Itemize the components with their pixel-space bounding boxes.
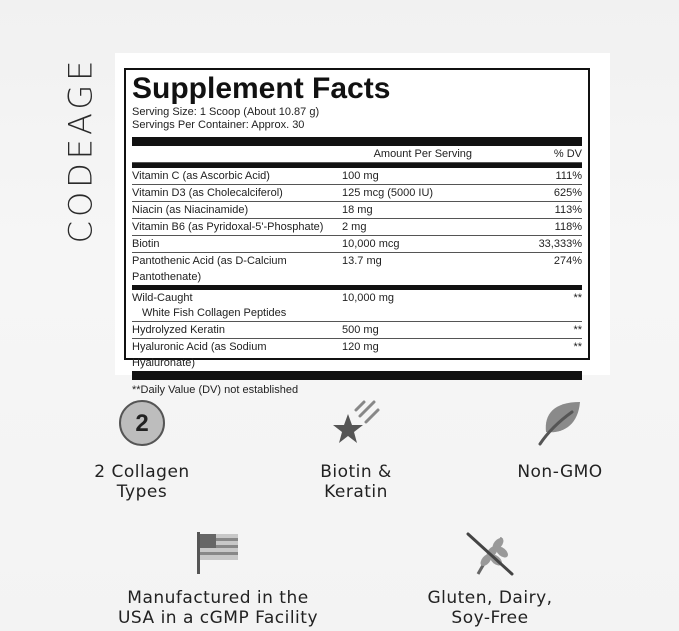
feature-label-line1: Gluten, Dairy, bbox=[427, 588, 553, 608]
feature-biotin-keratin bbox=[286, 398, 426, 502]
feature-label-line1: Biotin & bbox=[320, 462, 392, 482]
nutrient-name: Vitamin B6 (as Pyridoxal-5'-Phosphate) bbox=[132, 221, 324, 233]
thick-divider bbox=[132, 371, 582, 380]
vitamins-list bbox=[132, 168, 582, 285]
brand-logo bbox=[62, 52, 98, 248]
nutrient-name: Hydrolyzed Keratin bbox=[132, 324, 225, 336]
feature-label-line2: USA in a cGMP Facility bbox=[117, 608, 319, 628]
nutrient-dv: 625% bbox=[553, 187, 582, 199]
table-row bbox=[132, 290, 582, 322]
footnote: **Daily Value (DV) not established bbox=[132, 384, 299, 396]
table-row bbox=[132, 236, 582, 253]
shooting-star-icon bbox=[330, 398, 382, 448]
nutrient-dv: ** bbox=[573, 341, 582, 353]
nutrient-name: Biotin bbox=[132, 238, 160, 250]
nutrient-dv: ** bbox=[573, 292, 582, 304]
nutrient-name: Pantothenic Acid (as D-Calcium Pantothenate) bbox=[132, 255, 287, 283]
nutrient-dv: 33,333% bbox=[538, 238, 582, 250]
feature-label-line2: Types bbox=[116, 482, 168, 502]
table-header bbox=[132, 146, 582, 163]
nutrient-name-continued: White Fish Collagen Peptides bbox=[142, 307, 287, 319]
table-row bbox=[132, 219, 582, 236]
supplement-facts-panel bbox=[115, 53, 610, 396]
us-flag-icon bbox=[193, 530, 243, 576]
nutrient-name: Niacin (as Niacinamide) bbox=[132, 204, 249, 216]
feature-allergen-free bbox=[400, 530, 580, 628]
feature-label-line1: Non-GMO bbox=[517, 462, 603, 482]
table-row bbox=[132, 253, 582, 285]
nutrient-amount: 10,000 mcg bbox=[342, 238, 400, 250]
nutrient-dv: 113% bbox=[554, 204, 582, 216]
table-row bbox=[132, 168, 582, 185]
nutrient-amount: 125 mcg (5000 IU) bbox=[342, 187, 434, 199]
feature-label-line1: 2 Collagen bbox=[94, 462, 190, 482]
table-row bbox=[132, 185, 582, 202]
nutrient-amount: 100 mg bbox=[342, 170, 379, 182]
feature-label-line2: Soy-Free bbox=[451, 608, 529, 628]
number-2-circle-icon bbox=[117, 398, 167, 448]
serving-size: Serving Size: 1 Scoop (About 10.87 g) bbox=[132, 106, 320, 118]
table-row bbox=[132, 202, 582, 219]
feature-label-line1: Manufactured in the bbox=[127, 588, 309, 608]
table-row bbox=[132, 322, 582, 339]
feature-made-in-usa bbox=[98, 530, 338, 628]
nutrient-dv: 274% bbox=[553, 255, 582, 267]
nutrient-name: Vitamin C (as Ascorbic Acid) bbox=[132, 170, 270, 182]
nutrient-amount: 500 mg bbox=[342, 324, 379, 336]
feature-label-line2: Keratin bbox=[324, 482, 388, 502]
nutrient-amount: 2 mg bbox=[342, 221, 367, 233]
leaf-icon bbox=[534, 398, 586, 448]
supplement-facts-label bbox=[124, 68, 590, 396]
nutrient-name: Vitamin D3 (as Cholecalciferol) bbox=[132, 187, 283, 199]
badge-number: 2 bbox=[135, 410, 149, 437]
header-dv: % DV bbox=[553, 148, 582, 160]
nutrient-dv: ** bbox=[573, 324, 582, 336]
servings-per-container: Servings Per Container: Approx. 30 bbox=[132, 119, 305, 131]
brand-name: CODEAGE bbox=[61, 56, 100, 244]
nutrient-amount: 18 mg bbox=[342, 204, 373, 216]
nutrient-amount: 10,000 mg bbox=[342, 292, 394, 304]
facts-title: Supplement Facts bbox=[132, 72, 391, 105]
no-wheat-icon bbox=[464, 530, 516, 578]
header-amount: Amount Per Serving bbox=[373, 148, 472, 160]
nutrient-name: Hyaluronic Acid (as Sodium Hyaluronate) bbox=[132, 341, 267, 369]
thick-divider bbox=[132, 137, 582, 146]
table-row bbox=[132, 339, 582, 371]
feature-non-gmo bbox=[490, 398, 630, 482]
feature-collagen-types bbox=[72, 398, 212, 502]
nutrient-dv: 118% bbox=[554, 221, 582, 233]
nutrient-dv: 111% bbox=[555, 170, 582, 182]
nutrient-name: Wild-Caught bbox=[132, 292, 193, 304]
nutrient-amount: 13.7 mg bbox=[342, 255, 382, 267]
nutrient-amount: 120 mg bbox=[342, 341, 379, 353]
